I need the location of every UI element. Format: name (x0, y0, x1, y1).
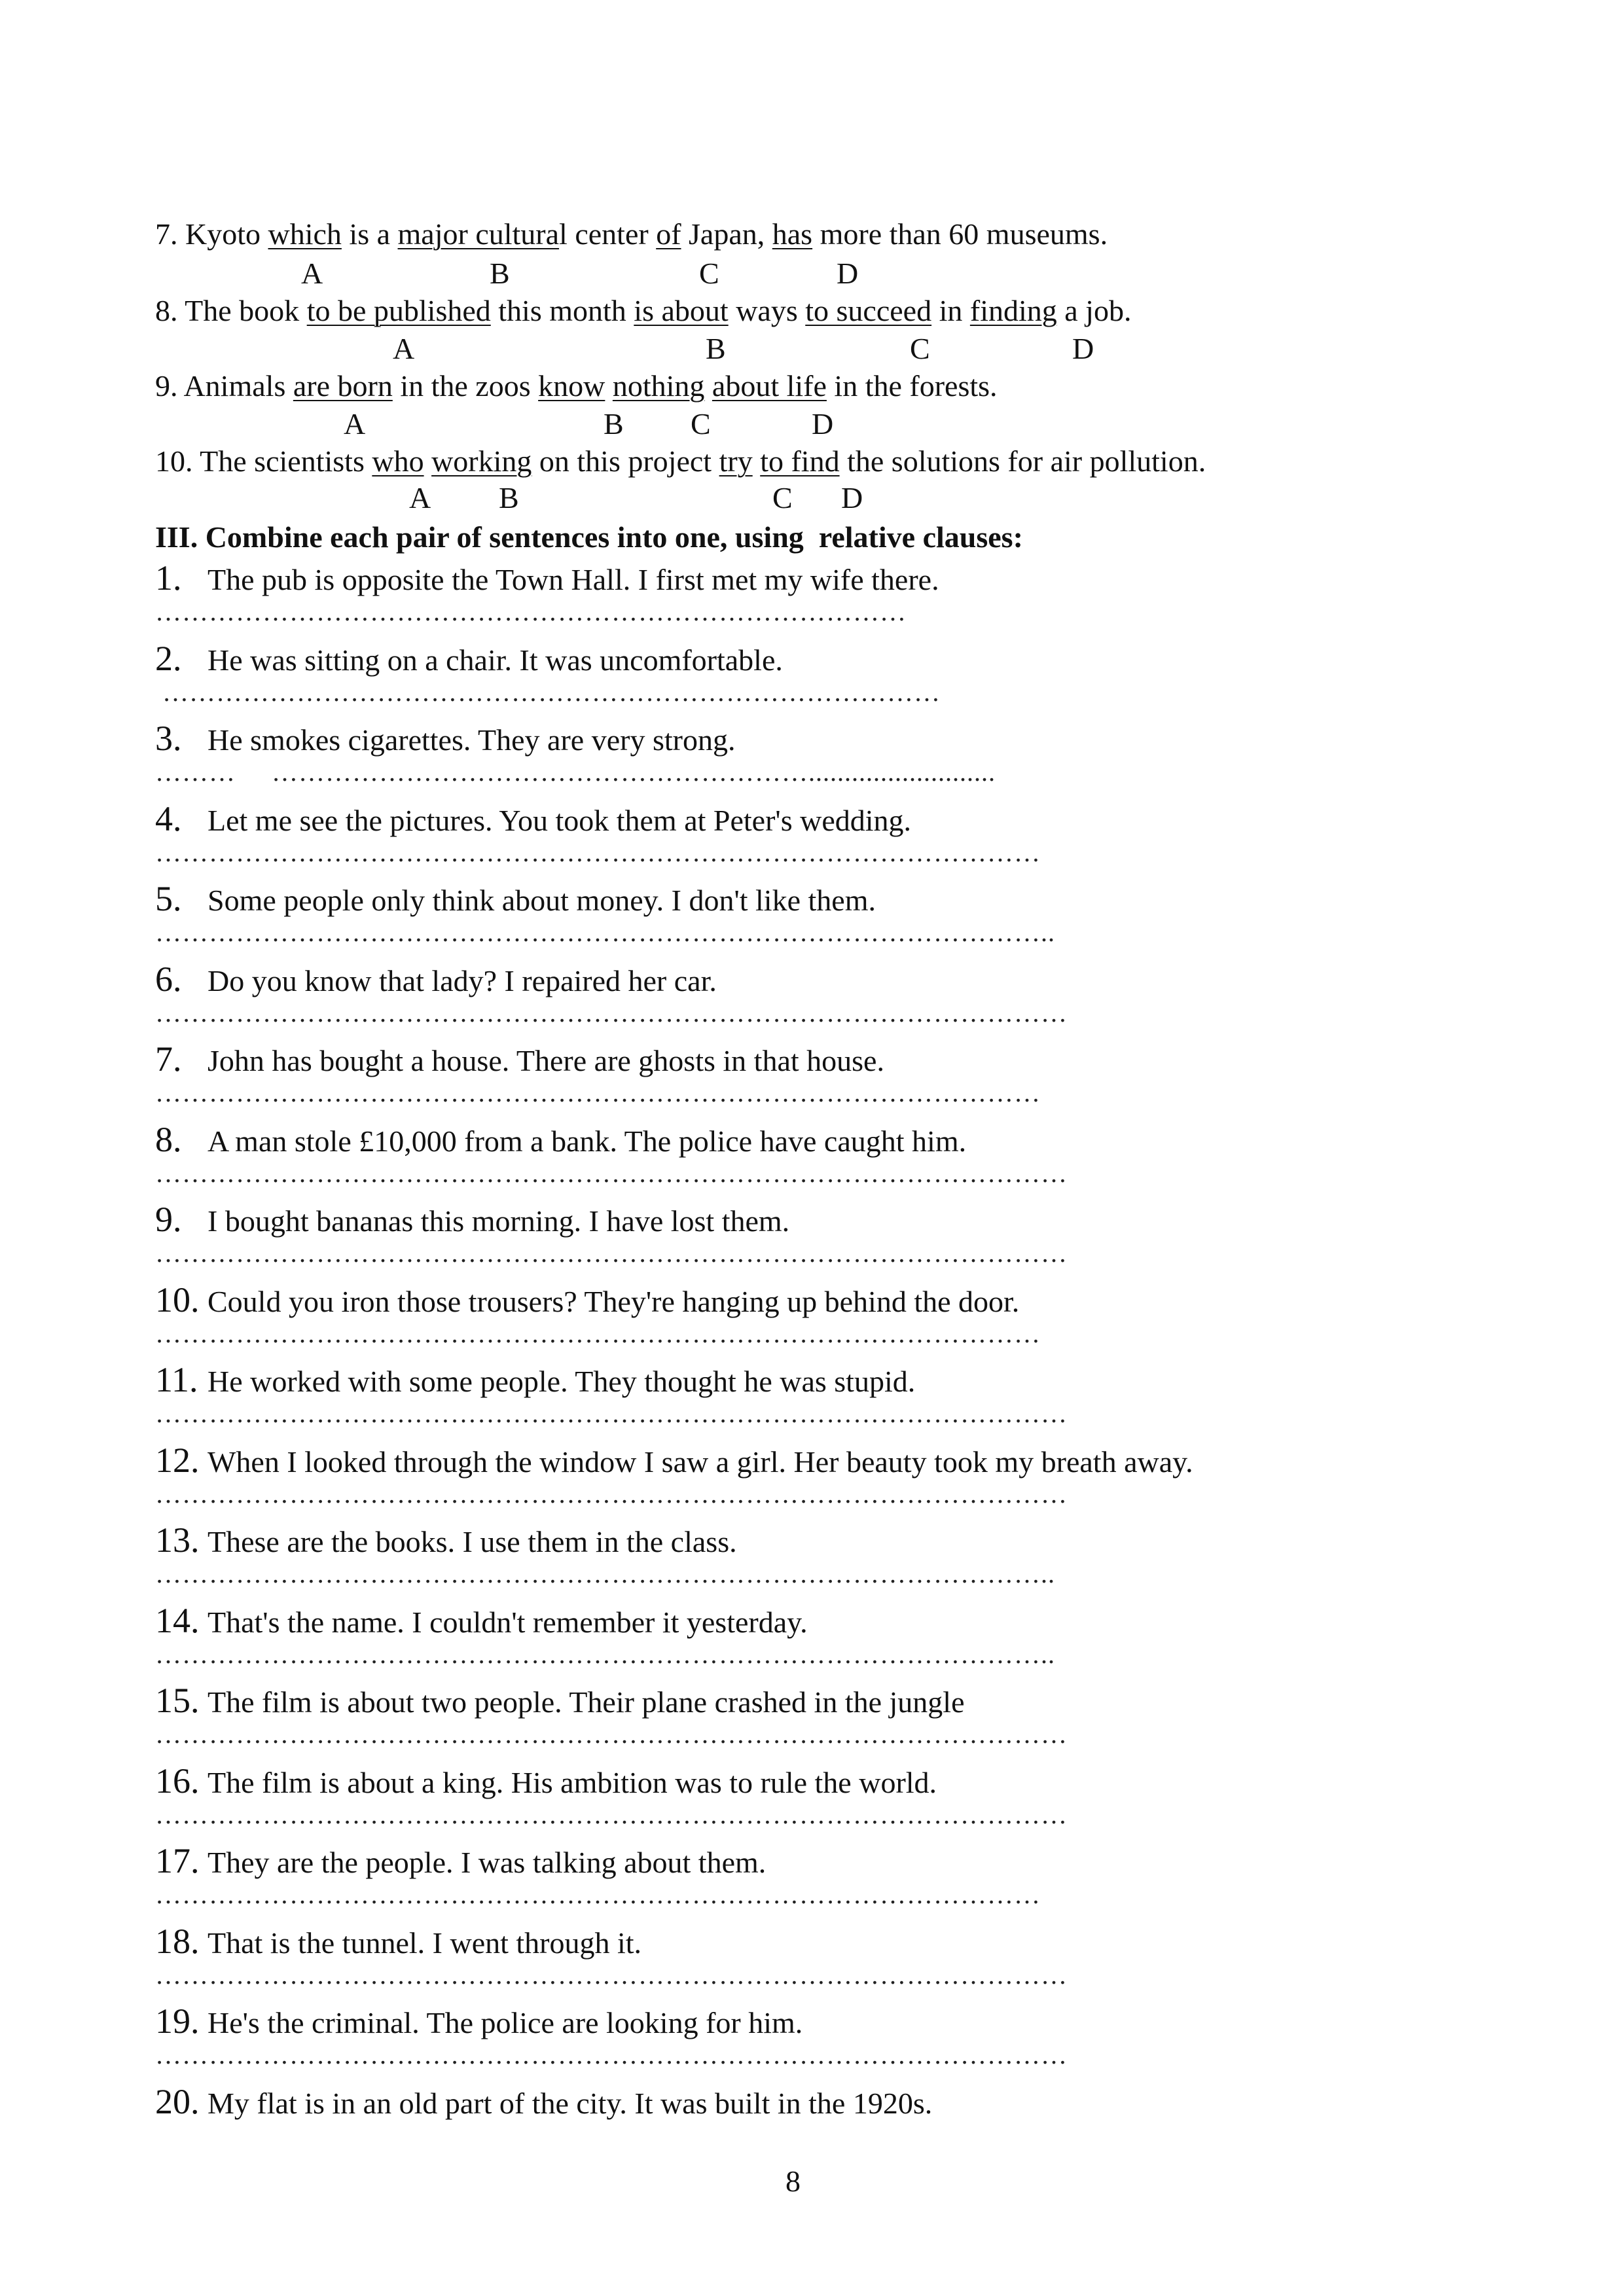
question-text: I bought bananas this morning. I have lost them. (208, 1204, 790, 1238)
underlined-option: are born (293, 369, 393, 403)
question-number: 2. (155, 638, 182, 678)
sentence-text: this month (490, 294, 634, 327)
letter-c: C (772, 481, 793, 514)
question-text: The film is about two people. Their plane crashed in the jungle (208, 1685, 965, 1719)
question-item (155, 1441, 1193, 1482)
question-number: 8. (155, 1119, 182, 1159)
question-text: Some people only think about money. I don't like them. (208, 884, 876, 917)
sentence-text: 7. Kyoto (155, 217, 268, 251)
underlined-option: know (538, 369, 605, 403)
answer-line[interactable]: ………………………………………………………………………… (155, 599, 907, 625)
question-item (155, 1922, 641, 1963)
sentence-text (704, 369, 712, 403)
question-number: 16. (155, 1761, 200, 1801)
question-text: A man stole £10,000 from a bank. The police have caught him. (208, 1124, 967, 1158)
question-item (155, 1601, 808, 1642)
letter-a: A (301, 257, 323, 290)
answer-line[interactable]: ………………………………………………………………………………………… (155, 2042, 1068, 2068)
question-number: 4. (155, 798, 182, 838)
letter-a: A (409, 481, 431, 514)
letter-b: B (499, 481, 519, 514)
question-number: 17. (155, 1841, 200, 1880)
question-item (155, 558, 939, 600)
answer-line[interactable]: ……………………………………………………………………………………….. (155, 1641, 1055, 1668)
question-item (155, 2001, 803, 2043)
sentence-text: a job. (1056, 294, 1132, 327)
letter-d: D (837, 257, 859, 290)
underlined-option: to be published (306, 294, 491, 327)
question-number: 13. (155, 1520, 200, 1560)
question-item (155, 719, 735, 760)
answer-line[interactable]: ……… …………………………………………………….......................... (155, 759, 996, 785)
letter-b: B (706, 332, 726, 365)
question-text: The film is about a king. His ambition was to rule the world. (208, 1765, 937, 1799)
error-item (155, 368, 998, 404)
sentence-text: in (931, 294, 970, 327)
letter-c: C (699, 257, 719, 290)
sentence-text: 9. Animals (155, 369, 293, 403)
underlined-option: try (719, 444, 753, 478)
answer-line[interactable]: ………………………………………………………………………………………… (155, 1801, 1068, 1828)
underlined-option: who (372, 444, 424, 478)
sentence-text: on this project (532, 444, 719, 478)
question-number: 1. (155, 558, 182, 598)
question-number: 7. (155, 1039, 182, 1079)
answer-line[interactable]: ………………………………………………………………………………………… (155, 1721, 1068, 1748)
underlined-option: about life (712, 369, 827, 403)
question-number: 9. (155, 1200, 182, 1239)
question-number: 20. (155, 2081, 200, 2121)
underlined-option: working (431, 444, 532, 478)
letter-a: A (344, 407, 366, 440)
question-text: That's the name. I couldn't remember it yesterday. (208, 1605, 808, 1639)
question-text: He was sitting on a chair. It was uncomfortable. (208, 643, 783, 677)
question-number: 5. (155, 879, 182, 918)
question-item (155, 1520, 737, 1562)
underlined-option: has (772, 217, 813, 251)
question-item (155, 960, 717, 1001)
sentence-text: 10. The scientists (155, 444, 372, 478)
question-text: The pub is opposite the Town Hall. I first met my wife there. (208, 563, 939, 596)
question-item (155, 799, 911, 840)
section-heading: III. Combine each pair of sentences into one, using relative clauses: (155, 520, 1023, 554)
error-item (155, 216, 1108, 253)
question-item (155, 1761, 937, 1803)
underlined-option: finding (969, 294, 1057, 327)
underlined-option: nothing (612, 369, 705, 403)
underlined-option: to succeed (805, 294, 932, 327)
answer-line[interactable]: ………………………………………………………………………………………… (155, 1160, 1068, 1187)
sentence-text: ways (728, 294, 806, 327)
answer-line[interactable]: ………………………………………………………………………………………… (155, 1962, 1068, 1988)
underlined-option: major cultura (397, 217, 560, 251)
question-text: My flat is in an old part of the city. It was built in the 1920s. (208, 2086, 933, 2120)
answer-line[interactable]: ………………………………………………………………………………………… (155, 1240, 1068, 1266)
question-item (155, 879, 876, 920)
answer-line[interactable]: ……………………………………………………………………………………… (155, 839, 1041, 866)
letter-d: D (812, 407, 834, 440)
answer-line[interactable]: ………………………………………………………………………………………… (155, 999, 1068, 1026)
question-number: 12. (155, 1440, 200, 1480)
letter-b: B (490, 257, 510, 290)
question-text: He worked with some people. They thought he was stupid. (208, 1365, 916, 1398)
answer-line[interactable]: ………………………………………………………………………………………… (155, 1480, 1068, 1507)
question-text: When I looked through the window I saw a girl. Her beauty took my breath away. (208, 1444, 1193, 1479)
question-item (155, 1681, 965, 1722)
question-item (155, 1039, 884, 1081)
answer-line[interactable]: ……………………………………………………………………………………… (155, 1320, 1041, 1347)
sentence-text: in the forests. (826, 369, 998, 403)
question-text: Could you iron those trousers? They're hanging up behind the door. (208, 1284, 1020, 1318)
letter-d: D (1072, 332, 1094, 365)
answer-line[interactable]: ……………………………………………………………………………………… (155, 1080, 1041, 1106)
question-item (155, 639, 783, 680)
question-text: Do you know that lady? I repaired her car. (208, 963, 717, 997)
letter-c: C (691, 407, 711, 440)
sentence-text: in the zoos (392, 369, 539, 403)
error-item (155, 293, 1131, 329)
sentence-text: more than 60 museums. (812, 217, 1108, 251)
sentence-text (753, 444, 761, 478)
letter-c: C (910, 332, 930, 365)
sentence-text: the solutions for air pollution. (839, 444, 1206, 478)
sentence-text (605, 369, 613, 403)
question-text: John has bought a house. There are ghosts in that house. (208, 1044, 884, 1077)
question-number: 14. (155, 1600, 200, 1640)
sentence-text: is a (341, 217, 398, 251)
question-number: 19. (155, 2001, 200, 2041)
question-text: These are the books. I use them in the class. (208, 1525, 737, 1558)
letter-a: A (393, 332, 415, 365)
question-item (155, 1280, 1019, 1321)
question-item (155, 1120, 966, 1161)
error-item (155, 443, 1206, 480)
question-item (155, 1841, 766, 1882)
question-number: 15. (155, 1681, 200, 1720)
question-text: He smokes cigarettes. They are very strong. (208, 723, 736, 757)
question-item (155, 1200, 789, 1241)
underlined-option: is about (634, 294, 729, 327)
letter-b: B (604, 407, 624, 440)
answer-line[interactable]: ………………………………………………………………………………………… (155, 1401, 1068, 1427)
question-text: He's the criminal. The police are looking for him. (208, 2006, 803, 2039)
question-item (155, 2082, 932, 2123)
page-number: 8 (785, 2164, 801, 2198)
question-number: 6. (155, 959, 182, 999)
sentence-text (424, 444, 432, 478)
question-item (155, 1360, 915, 1401)
question-text: They are the people. I was talking about them. (208, 1846, 767, 1879)
answer-line[interactable]: ……………………………………………………………………………………….. (155, 920, 1055, 946)
sentence-text: l center (559, 217, 657, 251)
answer-line[interactable]: ……………………………………………………………………………………….. (155, 1561, 1055, 1587)
letter-d: D (841, 481, 863, 514)
underlined-option: to find (760, 444, 840, 478)
question-number: 3. (155, 719, 182, 758)
answer-line[interactable]: …………………………………………………………………………… (155, 679, 941, 706)
question-text: Let me see the pictures. You took them at Peter's wedding. (208, 803, 912, 837)
sentence-text: Japan, (681, 217, 772, 251)
sentence-text: 8. The book (155, 294, 307, 327)
question-text: That is the tunnel. I went through it. (208, 1926, 642, 1960)
question-number: 18. (155, 1921, 200, 1961)
question-number: 11. (155, 1360, 198, 1399)
answer-line[interactable]: ……………………………………………………………………………………… (155, 1882, 1041, 1908)
underlined-option: of (656, 217, 681, 251)
question-number: 10. (155, 1280, 200, 1319)
underlined-option: which (268, 217, 342, 251)
